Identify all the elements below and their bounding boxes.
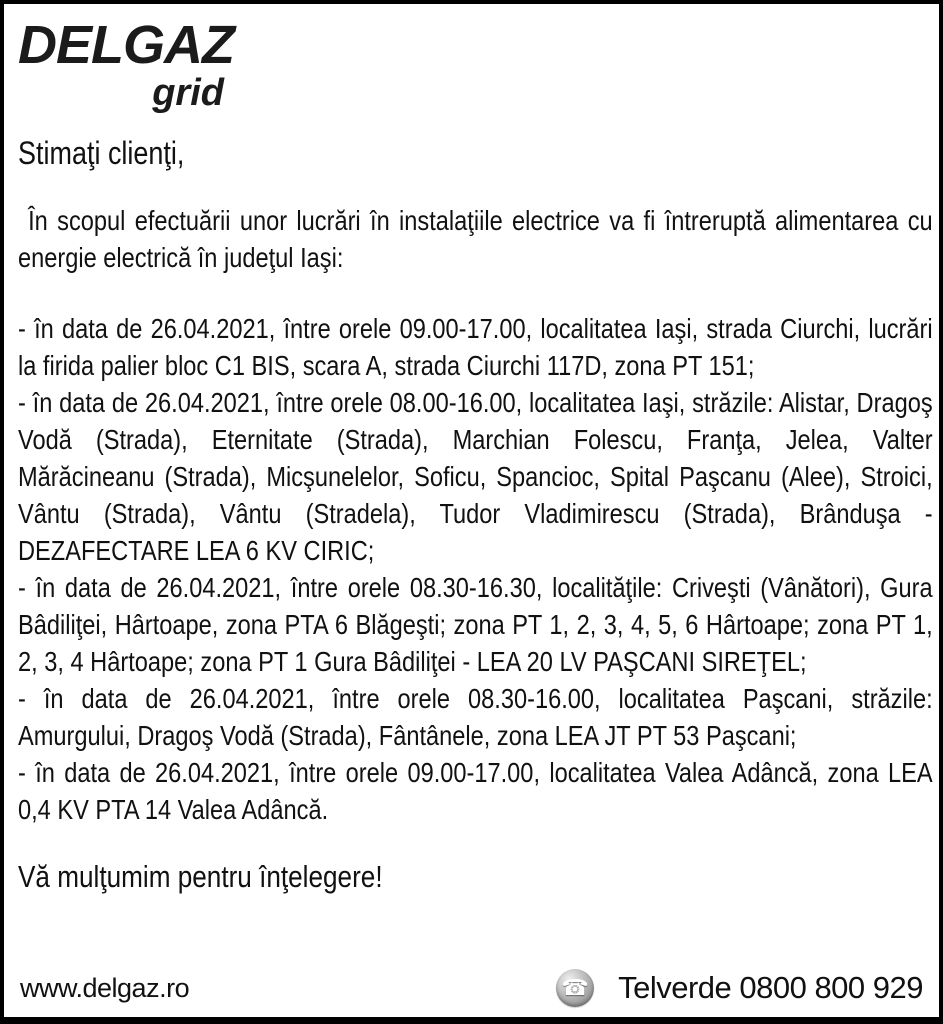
website-text: www.delgaz.ro <box>20 972 190 1003</box>
phone-icon-glyph: ☎ <box>561 975 589 1000</box>
intro-paragraph: În scopul efectuării unor lucrări în instalaţiile electrice va fi întreruptă alimentarea cu energie electrică în judeţul Iaşi: <box>18 205 933 273</box>
logo-secondary-text: grid <box>152 72 224 114</box>
outage-item-crivesti-hartoape: - în data de 26.04.2021, între orele 08.30-16.30, localităţile: Criveşti (Vânători), Gura Bâdiliţei, Hârtoape, zona PTA 6 Blăgeşti; zona PT 1, 2, 3, 4, 5, 6 Hârtoape; zona PT 1, 2, 3, 4 Hârtoape; zona PT 1 Gura Bâdiliţei - LEA 20 LV PAŞCANI SIREŢEL; <box>18 572 933 677</box>
condensed-text-block <box>18 134 933 896</box>
outage-item-pascani: - în data de 26.04.2021, între orele 08.30-16.00, localitatea Paşcani, străzile: Amurgului, Dragoş Vodă (Strada), Fântânele, zona LEA JT PT 53 Paşcani; <box>18 683 933 751</box>
phone-number-text: Telverde 0800 800 929 <box>618 970 923 1005</box>
outage-item-ciurchi: - în data de 26.04.2021, între orele 09.00-17.00, localitatea Iaşi, strada Ciurchi, lucrări la firida palier bloc C1 BIS, scara A, strada Ciurchi 117D, zona PT 151; <box>18 313 933 381</box>
logo-primary-text: DELGAZ <box>18 15 234 75</box>
greeting-text: Stimaţi clienţi, <box>18 135 185 171</box>
phone-icon <box>556 969 594 1007</box>
delgaz-logo <box>18 15 234 114</box>
notice-body <box>4 112 939 896</box>
outage-item-valea-adanca: - în data de 26.04.2021, între orele 09.00-17.00, localitatea Valea Adâncă, zona LEA 0,4 KV PTA 14 Valea Adâncă. <box>18 757 933 825</box>
closing-text: Vă mulţumim pentru înţelegere! <box>18 859 383 894</box>
footer <box>4 963 939 1017</box>
phone-contact <box>556 969 923 1007</box>
outage-item-iasi-strazi: - în data de 26.04.2021, între orele 08.00-16.00, localitatea Iaşi, străzile: Alistar, Dragoş Vodă (Strada), Eternitate (Strada), Marchian Folescu, Franţa, Jelea, Valter Mărăcineanu (Strada), Micşunelelor, Soficu, Spancioc, Spital Paşcanu (Alee), Stroici, Vântu (Strada), Vântu (Stradela), Tudor Vladimirescu (Strada), Brânduşa - DEZAFECTARE LEA 6 KV CIRIC; <box>18 387 933 566</box>
outage-list <box>18 310 933 828</box>
